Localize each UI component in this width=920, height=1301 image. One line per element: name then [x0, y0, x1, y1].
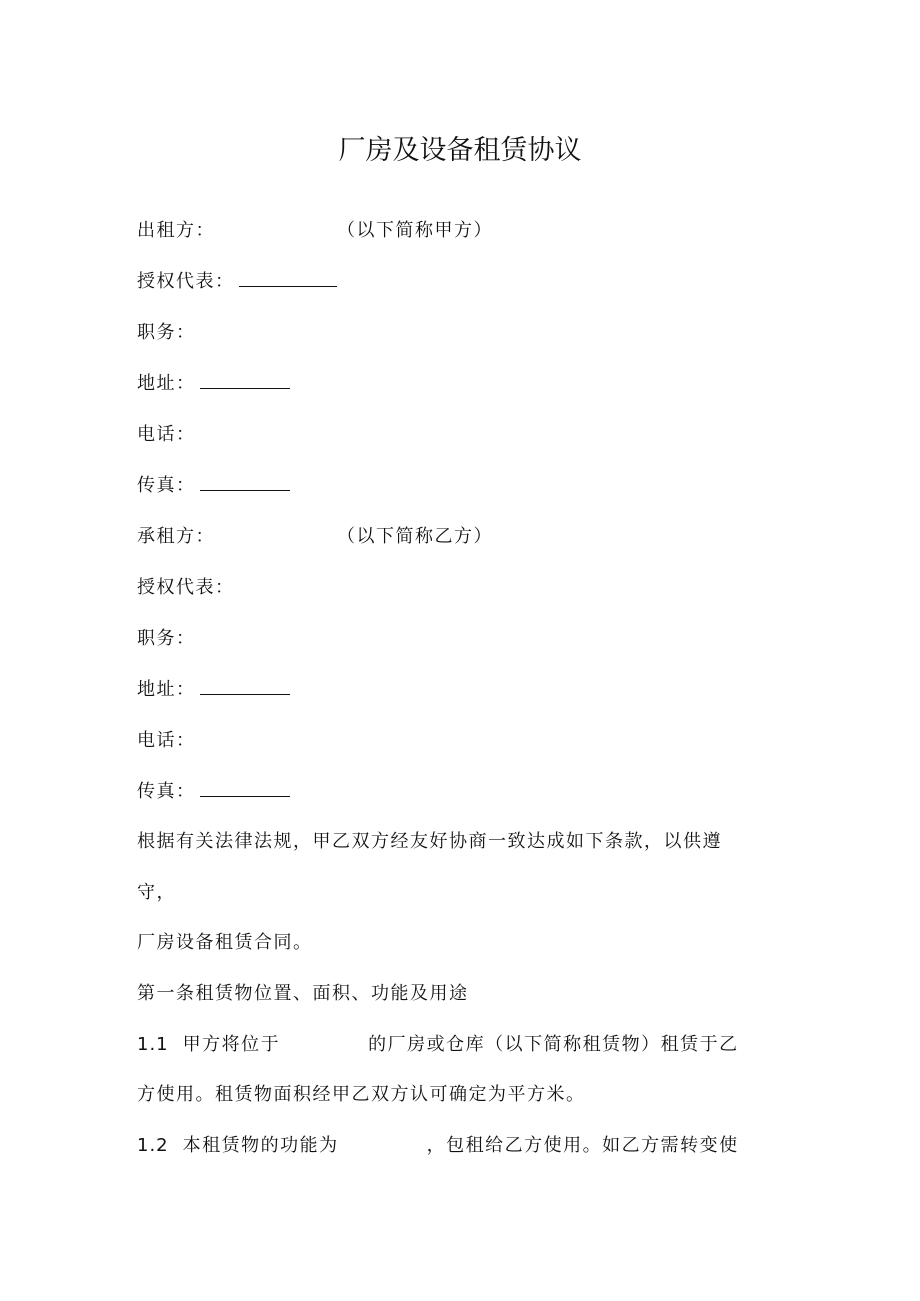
lessor-address-line: [137, 371, 290, 397]
lessee-party-line: [137, 524, 493, 550]
clause-1-1-number: 1.1: [137, 1034, 169, 1055]
intro-paragraph-line2: 守，: [137, 882, 176, 903]
lessor-rep-line: [137, 269, 337, 295]
document-title: 厂房及设备租赁协议: [338, 135, 582, 166]
clause-1-1-line1: [137, 1032, 739, 1058]
clause-1-2-text-b: ，包租给乙方使用。如乙方需转变使: [426, 1135, 739, 1156]
lessee-position-label: 职务：: [137, 628, 196, 649]
lessor-party-line: [137, 218, 493, 244]
lessor-phone-label: 电话：: [137, 424, 196, 445]
lessor-fax-label: 传真：: [137, 475, 196, 496]
lessee-phone-line: [137, 728, 196, 754]
lessor-rep-blank: [239, 284, 337, 287]
lessor-address-label: 地址：: [137, 373, 196, 394]
lessee-address-blank: [200, 692, 290, 695]
lessor-address-blank: [200, 386, 290, 389]
lessor-rep-label: 授权代表：: [137, 271, 235, 292]
lessee-position-line: [137, 626, 196, 652]
lessee-party-label: 承租方：: [137, 526, 215, 547]
clause-1-1-text-b: 的厂房或仓库（以下简称租赁物）租赁于乙: [368, 1034, 739, 1055]
lessor-phone-line: [137, 422, 196, 448]
contract-name-line: 厂房设备租赁合同。: [137, 932, 313, 953]
clause-1-1-line2: 方使用。租赁物面积经甲乙双方认可确定为平方米。: [137, 1084, 586, 1105]
lessor-position-line: [137, 320, 196, 346]
lessor-fax-blank: [200, 488, 290, 491]
article-1-title: 第一条租赁物位置、面积、功能及用途: [137, 983, 469, 1004]
lessee-fax-line: [137, 779, 290, 805]
clause-1-2-line1: [137, 1133, 739, 1159]
lessee-party-note: （以下简称乙方）: [337, 526, 493, 547]
clause-1-2-number: 1.2: [137, 1135, 169, 1156]
lessee-phone-label: 电话：: [137, 730, 196, 751]
lessee-fax-label: 传真：: [137, 781, 196, 802]
lessee-rep-line: [137, 575, 235, 601]
clause-1-2-text-a: 本租赁物的功能为: [182, 1135, 339, 1156]
lessee-address-label: 地址：: [137, 679, 196, 700]
intro-paragraph-line1: 根据有关法律法规，甲乙双方经友好协商一致达成如下条款，以供遵: [137, 831, 722, 852]
lessor-position-label: 职务：: [137, 322, 196, 343]
lessee-rep-label: 授权代表：: [137, 577, 235, 598]
lessor-fax-line: [137, 473, 290, 499]
lessor-party-note: （以下简称甲方）: [337, 220, 493, 241]
lessee-fax-blank: [200, 794, 290, 797]
lessee-address-line: [137, 677, 290, 703]
clause-1-1-text-a: 甲方将位于: [182, 1034, 281, 1055]
lessor-party-label: 出租方：: [137, 220, 215, 241]
